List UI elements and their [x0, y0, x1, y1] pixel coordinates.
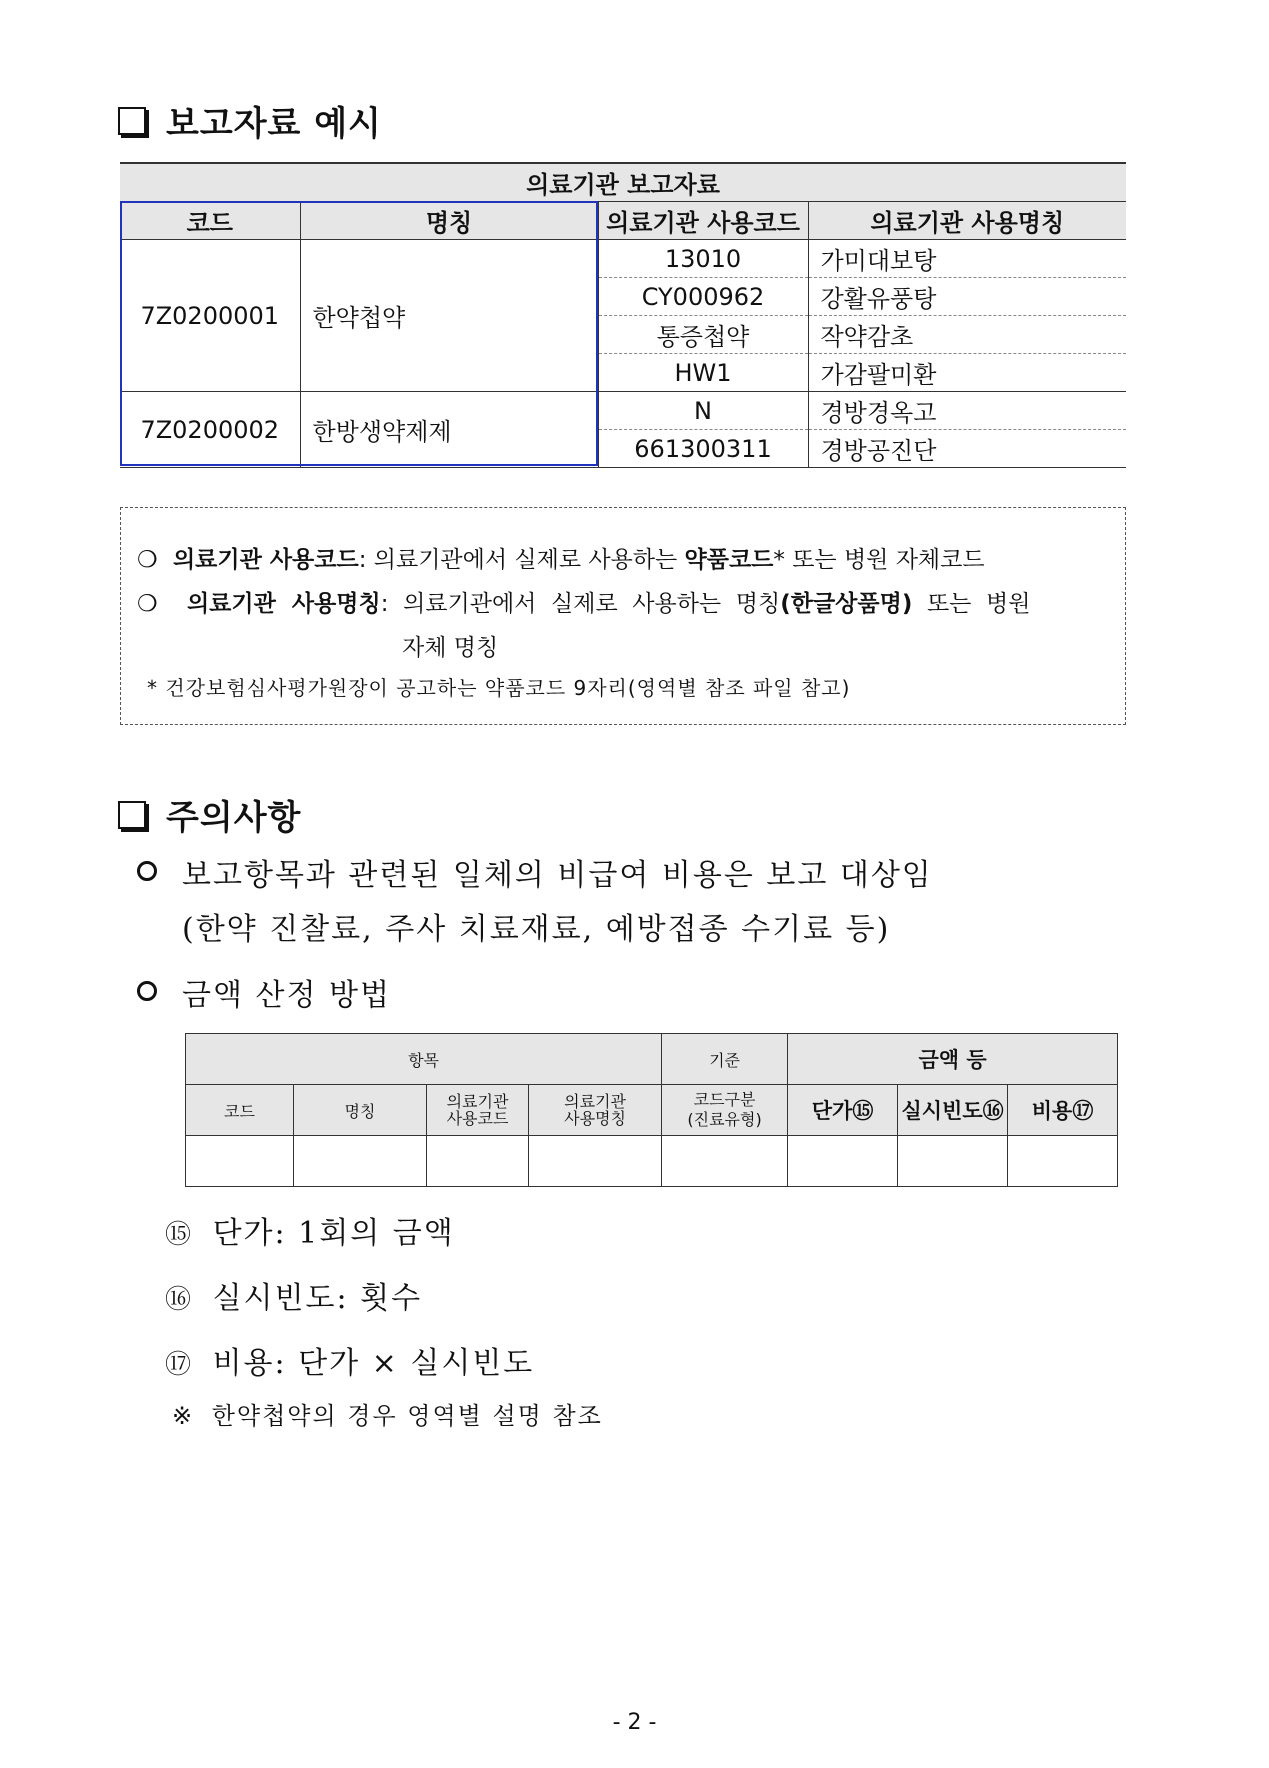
bullet-circle-icon	[137, 861, 157, 881]
section-title-report-example: 보고자료 예시	[166, 104, 382, 144]
empty-cell	[186, 1136, 294, 1187]
circled-number: ⑮	[165, 1220, 194, 1250]
group-code: 7Z0200002	[120, 392, 300, 468]
col-code: 코드	[186, 1085, 294, 1136]
bullet-icon: ❍	[137, 547, 158, 573]
table-row	[120, 240, 1126, 278]
note-line-2	[137, 585, 1030, 618]
empty-cell	[788, 1136, 898, 1187]
col-header-inst-code: 의료기관 사용코드	[598, 202, 808, 240]
caution-item-1-line-1: 보고항목과 관련된 일체의 비급여 비용은 보고 대상임	[182, 858, 933, 893]
table-row	[186, 1136, 1118, 1187]
col-unit-price: 단가⑮	[788, 1085, 898, 1136]
note-text: 또는 병원	[912, 591, 1031, 617]
term-inst-code: 의료기관 사용코드	[172, 547, 359, 573]
group-header-item: 항목	[186, 1034, 662, 1085]
col-header-name: 명칭	[300, 202, 598, 240]
definition-text: 단가: 1회의 금액	[212, 1216, 455, 1251]
table-row	[120, 392, 1126, 430]
footnote: * 건강보험심사평가원장이 공고하는 약품코드 9자리(영역별 참조 파일 참고)	[147, 676, 851, 700]
empty-cell	[427, 1136, 529, 1187]
bullet-icon: ❍	[137, 591, 158, 617]
col-inst-name: 의료기관 사용명칭	[529, 1085, 662, 1136]
note-line-3: 자체 명칭	[402, 635, 499, 661]
inst-name-cell: 작약감초	[808, 316, 1126, 354]
note-box	[120, 507, 1126, 725]
note-text: 또는 병원 자체코드	[784, 547, 985, 573]
col-cost: 비용⑰	[1008, 1085, 1118, 1136]
reference-mark-icon: ※	[172, 1402, 195, 1430]
note-bold: (한글상품명)	[780, 591, 913, 617]
definition-cost	[165, 1338, 534, 1382]
empty-cell	[898, 1136, 1008, 1187]
inst-name-cell: 가감팔미환	[808, 354, 1126, 392]
group-header-basis: 기준	[662, 1034, 788, 1085]
inst-code-cell: 통증첩약	[598, 316, 808, 354]
col-frequency: 실시빈도⑯	[898, 1085, 1008, 1136]
group-name: 한약첩약	[300, 240, 598, 392]
circled-number: ⑰	[165, 1350, 194, 1380]
page-number: - 2 -	[612, 1710, 657, 1735]
empty-cell	[1008, 1136, 1118, 1187]
table-title: 의료기관 보고자료	[120, 163, 1126, 202]
asterisk: *	[773, 547, 785, 573]
remark	[172, 1396, 603, 1431]
report-data-table	[120, 162, 1126, 468]
section-title-cautions: 주의사항	[166, 798, 302, 838]
term-inst-name: 의료기관 사용명칭	[186, 591, 381, 617]
col-header-code: 코드	[120, 202, 300, 240]
inst-code-cell: N	[598, 392, 808, 430]
definition-unit-price	[165, 1208, 455, 1252]
group-code: 7Z0200001	[120, 240, 300, 392]
note-text: : 의료기관에서 실제로 사용하는 명칭	[380, 591, 781, 617]
empty-cell	[529, 1136, 662, 1187]
col-inst-code: 의료기관 사용코드	[427, 1085, 529, 1136]
checkbox-square-icon	[118, 107, 146, 135]
col-header-inst-name: 의료기관 사용명칭	[808, 202, 1126, 240]
note-line-1	[137, 541, 985, 574]
inst-code-cell: HW1	[598, 354, 808, 392]
caution-item-1-line-2: (한약 진찰료, 주사 치료재료, 예방접종 수기료 등)	[182, 912, 891, 947]
definition-text: 실시빈도: 횟수	[212, 1281, 423, 1316]
note-text: : 의료기관에서 실제로 사용하는	[358, 547, 685, 573]
inst-name-cell: 가미대보탕	[808, 240, 1126, 278]
checkbox-square-icon	[118, 801, 146, 829]
inst-code-cell: 661300311	[598, 430, 808, 468]
definition-text: 비용: 단가 × 실시빈도	[212, 1346, 535, 1381]
remark-text: 한약첩약의 경우 영역별 설명 참조	[211, 1402, 603, 1430]
definition-frequency	[165, 1273, 422, 1317]
circled-number: ⑯	[165, 1285, 194, 1315]
col-name: 명칭	[294, 1085, 427, 1136]
empty-cell	[662, 1136, 788, 1187]
inst-name-cell: 경방경옥고	[808, 392, 1126, 430]
note-bold: 약품코드	[684, 547, 774, 573]
inst-name-cell: 경방공진단	[808, 430, 1126, 468]
bullet-circle-icon	[137, 981, 157, 1001]
inst-name-cell: 강활유풍탕	[808, 278, 1126, 316]
group-header-amount: 금액 등	[788, 1034, 1118, 1085]
caution-item-2: 금액 산정 방법	[182, 978, 391, 1013]
col-code-type: 코드구분 (진료유형)	[662, 1085, 788, 1136]
empty-cell	[294, 1136, 427, 1187]
group-name: 한방생약제제	[300, 392, 598, 468]
inst-code-cell: CY000962	[598, 278, 808, 316]
amount-method-table	[185, 1033, 1118, 1187]
inst-code-cell: 13010	[598, 240, 808, 278]
